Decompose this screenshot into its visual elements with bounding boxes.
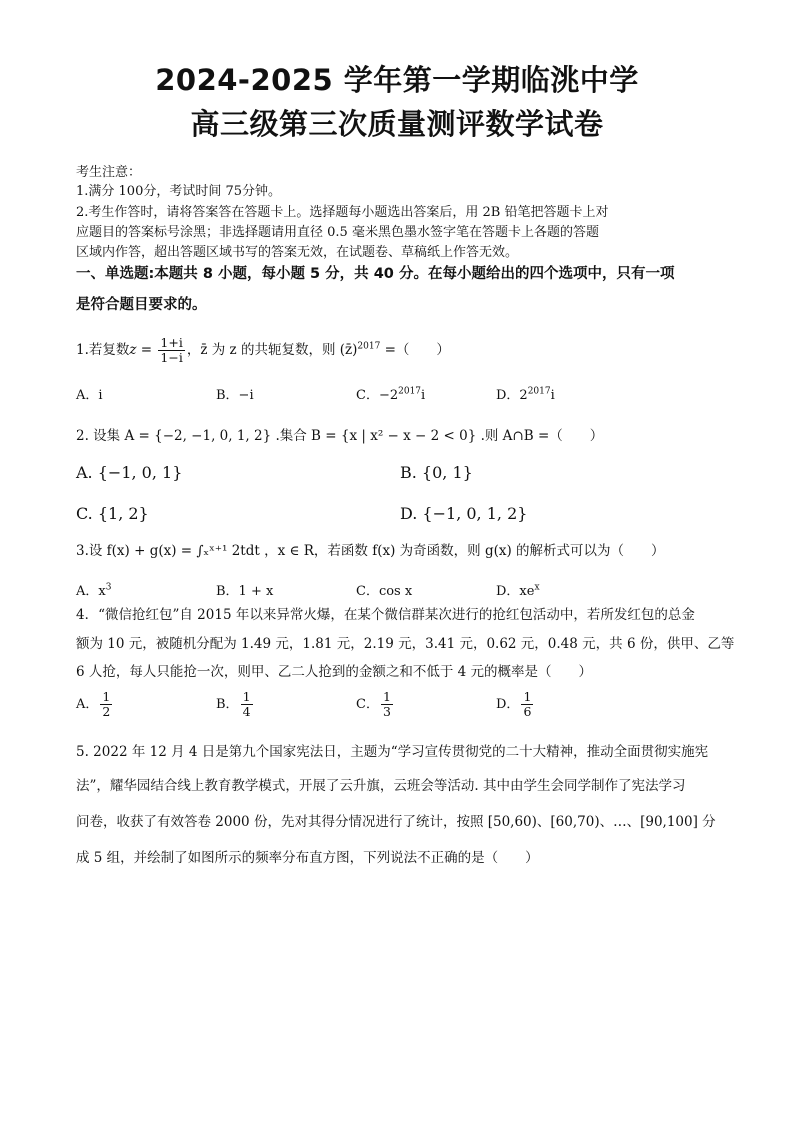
question-3: 3.设 f(x) + g(x) = ∫ₓˣ⁺¹ 2tdt ，x ∈ R，若函数 f(x) 为奇函数，则 g(x) 的解析式可以为（ ） [76,543,665,559]
section1-heading-line2: 是符合题目要求的。 [76,297,207,313]
q4-option-c: C． $\frac{1}{3}$ [356,689,391,719]
q3-option-d: D．$xe^x$ [496,582,540,599]
question-4-line1: 4．“微信抢红包”自 2015 年以来异常火爆，在某个微信群某次进行的抢红包活动中，若所发红包的总金 [76,607,695,623]
q2-option-c: C. {1, 2} [76,504,149,523]
notice-item-2-line3: 区域内作答，超出答题区域书写的答案无效，在试题卷、草稿纸上作答无效。 [76,245,519,260]
question-5-line2: 法”，耀华园结合线上教育教学模式，开展了云升旗，云班会等活动. 其中由学生会同学制作了宪法学习 [76,778,686,794]
q3-option-c: C．cos x [356,584,413,599]
exam-title-line1: 2024-2025 学年第一学期临洮中学 [155,63,639,97]
question-5-line3: 问卷，收获了有效答卷 2000 份，先对其得分情况进行了统计，按照 [50,60)、[60,70)、…、[90,100] 分 [76,814,716,830]
q1-exp: 2017 [357,341,381,352]
notice-heading: 考生注意： [76,165,142,180]
q1-mid: ，z̄ 为 z 的共轭复数，则 (z̄) [186,342,358,358]
q3-option-a: A．$x^3$ [76,582,112,599]
q4-option-a: A． $\frac{1}{2}$ [76,689,111,719]
question-1 [76,336,450,365]
q1-prefix: 1.若复数 [76,342,130,358]
question-4-line2: 额为 10 元，被随机分配为 1.49 元，1.81 元，2.19 元，3.41 元，0.62 元，0.48 元，共 6 份，供甲、乙等 [76,636,735,652]
q4-option-d: D． $\frac{1}{6}$ [496,689,532,719]
q2-option-d: D. {−1, 0, 1, 2} [400,504,528,523]
q1-option-a: A．i [76,388,103,403]
q1-var: z [129,342,137,358]
q1-fraction: $\frac{1+i}{1-i}$ [160,335,183,365]
q1-option-c: C．$-2^{2017}i$ [356,386,426,403]
q3-option-b: B．1 + x [216,584,274,599]
question-2: 2. 设集 A = {−2, −1, 0, 1, 2} .集合 B = {x | x² − x − 2 < 0} .则 A∩B =（ ） [76,428,604,444]
q2-option-a: A. {−1, 0, 1} [76,463,183,482]
q1-eq: = [136,342,157,358]
q1-option-b: B．−i [216,388,254,403]
section1-heading-line1: 一、单选题:本题共 8 小题，每小题 5 分，共 40 分。在每小题给出的四个选项中，只有一项 [76,266,675,282]
q1-suffix: =（ ） [380,342,450,358]
notice-item-2-line2: 应题目的答案标号涂黑；非选择题请用直径 0.5 毫米黑色墨水签字笔在答题卡上各题的答题 [76,225,599,240]
notice-item-2-line1: 2.考生作答时，请将答案答在答题卡上。选择题每小题选出答案后，用 2B 铅笔把答题卡上对 [76,205,609,220]
q4-option-b: B． $\frac{1}{4}$ [216,689,251,719]
exam-title-line2: 高三级第三次质量测评数学试卷 [190,107,604,141]
question-5-line1: 5. 2022 年 12 月 4 日是第九个国家宪法日，主题为“学习宣传贯彻党的二十大精神，推动全面贯彻实施宪 [76,744,709,760]
notice-item-1: 1.满分 100分，考试时间 75分钟。 [76,184,282,199]
question-4-line3: 6 人抢，每人只能抢一次，则甲、乙二人抢到的金额之和不低于 4 元的概率是（ ） [76,664,593,680]
q2-option-b: B. {0, 1} [400,463,473,482]
question-5-line4: 成 5 组，并绘制了如图所示的频率分布直方图，下列说法不正确的是（ ） [76,850,539,866]
q1-option-d: D．$2^{2017}i$ [496,386,555,403]
